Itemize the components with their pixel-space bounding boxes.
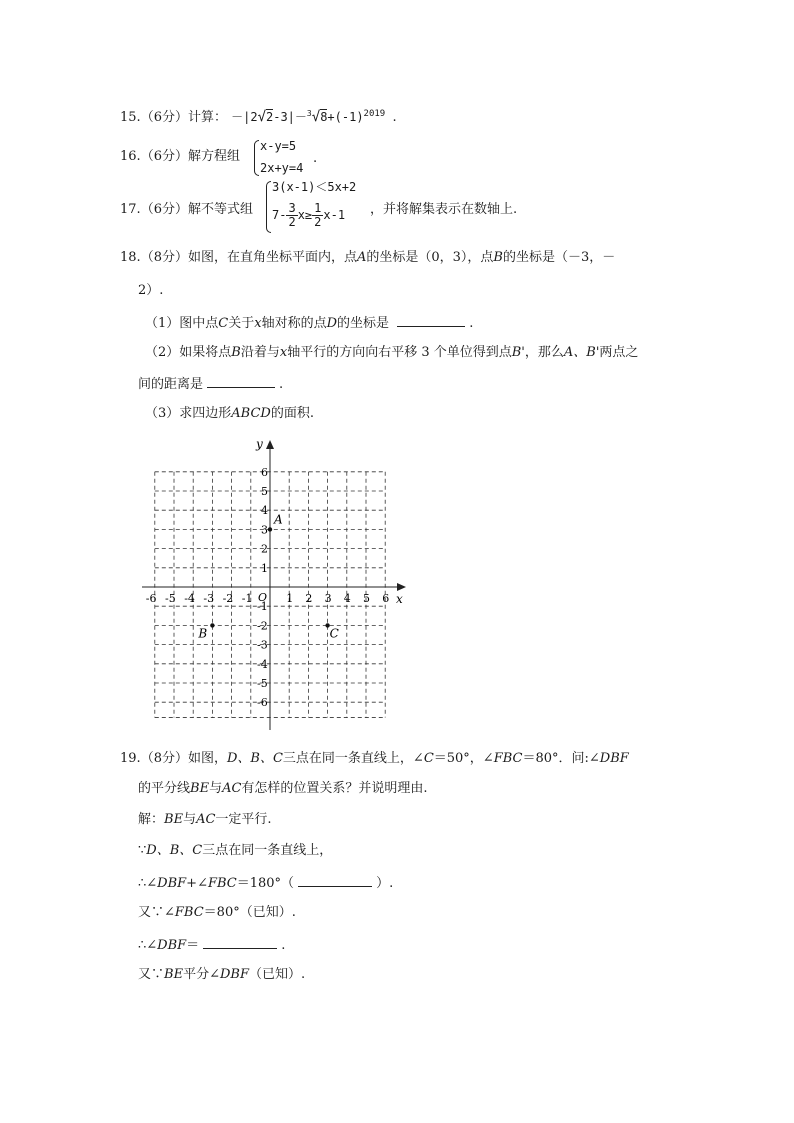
sqrt-symbol: √ xyxy=(257,109,266,125)
q19-line1: 19.（8分）如图，D、B、C三点在同一条直线上，∠C＝50°，∠FBC＝80°．问:∠DBF xyxy=(120,751,629,766)
q16-line xyxy=(120,148,240,166)
y-tick-label: -2 xyxy=(257,619,268,633)
q17-tail: ，并将解集表示在数轴上. xyxy=(370,202,518,217)
y-tick-label: 1 xyxy=(261,561,268,575)
origin-label: O xyxy=(258,591,268,604)
q17-ineq1: 3(x-1)＜5x+2 xyxy=(272,180,357,194)
y-tick-label: -1 xyxy=(257,600,268,614)
q15-expression: $-|2√2-3|-^3√8+(-1)^{2019}$ xyxy=(231,109,386,125)
q15-line: 15.（6分）计算： $-|2√2-3|-^3√8+(-1)^{2019}$ . xyxy=(120,109,397,125)
y-axis-arrow xyxy=(266,440,274,449)
x-axis-arrow xyxy=(397,583,406,591)
q15-number: 15. xyxy=(120,110,141,125)
x-tick-label: 6 xyxy=(382,592,390,605)
answer-blank-distance[interactable] xyxy=(207,374,275,388)
q19-line6: 又∵∠FBC＝80°（已知）. xyxy=(138,905,296,920)
q19-line3: 解：BE与AC一定平行. xyxy=(138,812,272,827)
x-tick-label: -5 xyxy=(165,592,176,605)
q16-eq2: 2x+y=4 xyxy=(260,161,304,175)
q16-brace xyxy=(254,140,259,176)
point-B xyxy=(210,623,214,627)
q16-number: 16. xyxy=(120,149,141,164)
x-tick-label: 2 xyxy=(305,592,313,605)
y-tick-label: -4 xyxy=(257,657,268,671)
point-C xyxy=(325,623,329,627)
q19-line5: ∴∠DBF+∠FBC＝180°（ ）. xyxy=(138,873,393,893)
x-tick-label: -6 xyxy=(145,592,157,605)
q19-line7: ∴∠DBF＝ . xyxy=(138,935,285,955)
point-label-C: C xyxy=(329,626,339,641)
answer-blank-reason[interactable] xyxy=(298,873,372,887)
x-tick-label: -4 xyxy=(184,592,195,605)
y-tick-label: 6 xyxy=(261,465,268,479)
q17-prompt: （6分）解不等式组 xyxy=(140,202,253,217)
point-label-A: A xyxy=(274,512,283,527)
graph-points xyxy=(197,512,338,640)
q15-prompt: （6分）计算： xyxy=(140,110,227,125)
q16-end: . xyxy=(313,151,318,166)
q16-prompt: （6分）解方程组 xyxy=(140,149,240,164)
grid xyxy=(155,472,385,718)
q18-part2-cont: 间的距离是 . xyxy=(138,374,283,394)
q18-line2: 2）. xyxy=(138,283,164,298)
q19-line4: ∵D、B、C三点在同一条直线上， xyxy=(138,843,333,858)
y-tick-label: -6 xyxy=(257,696,268,710)
q18-part3: （3）求四边形ABCD的面积. xyxy=(145,406,314,421)
y-tick-label: 4 xyxy=(261,504,268,518)
x-axis-label: x xyxy=(396,592,403,606)
x-tick-label: 5 xyxy=(363,592,370,605)
q17-ineq2: 7- $\frac{3}{2}$ x≥ $\frac{1}{2}$ x-1 xyxy=(272,201,346,229)
point-label-B: B xyxy=(198,626,208,641)
y-axis-label: y xyxy=(256,437,263,451)
y-tick-label: 2 xyxy=(261,542,268,556)
y-tick-label: -3 xyxy=(257,638,268,652)
q17-number: 17. xyxy=(120,202,141,217)
y-tick-label: -5 xyxy=(257,677,268,690)
y-tick-label: 3 xyxy=(261,523,268,537)
answer-blank-d[interactable] xyxy=(397,313,465,327)
tick-labels xyxy=(146,466,389,709)
q18-part2: （2）如果将点B沿着与x轴平行的方向向右平移 3 个单位得到点B'，那么A、B'两点之 xyxy=(145,345,639,360)
x-tick-label: 3 xyxy=(324,592,332,605)
q17-brace xyxy=(266,181,271,233)
x-tick-label: -1 xyxy=(241,592,253,605)
axes xyxy=(142,437,406,730)
q19-line8: 又∵BE平分∠DBF（已知）. xyxy=(138,967,306,982)
point-A xyxy=(268,527,272,531)
x-tick-label: -3 xyxy=(203,592,215,605)
cube-root-symbol: √ xyxy=(311,109,321,125)
y-tick-label: 5 xyxy=(261,485,268,498)
q19-line2: 的平分线BE与AC有怎样的位置关系？并说明理由. xyxy=(138,781,428,796)
answer-blank-angle[interactable] xyxy=(203,935,277,949)
q16-eq1: x-y=5 xyxy=(260,139,297,153)
x-tick-label: -2 xyxy=(222,592,234,605)
x-tick-label: 1 xyxy=(286,592,294,605)
q18-part1: （1）图中点C关于x轴对称的点D的坐标是 . xyxy=(145,313,473,333)
q18-line1: 18.（8分）如图，在直角坐标平面内，点A的坐标是（0，3），点B的坐标是（－3，－ xyxy=(120,250,616,265)
x-tick-label: 4 xyxy=(343,592,351,605)
q17-line xyxy=(120,201,253,219)
